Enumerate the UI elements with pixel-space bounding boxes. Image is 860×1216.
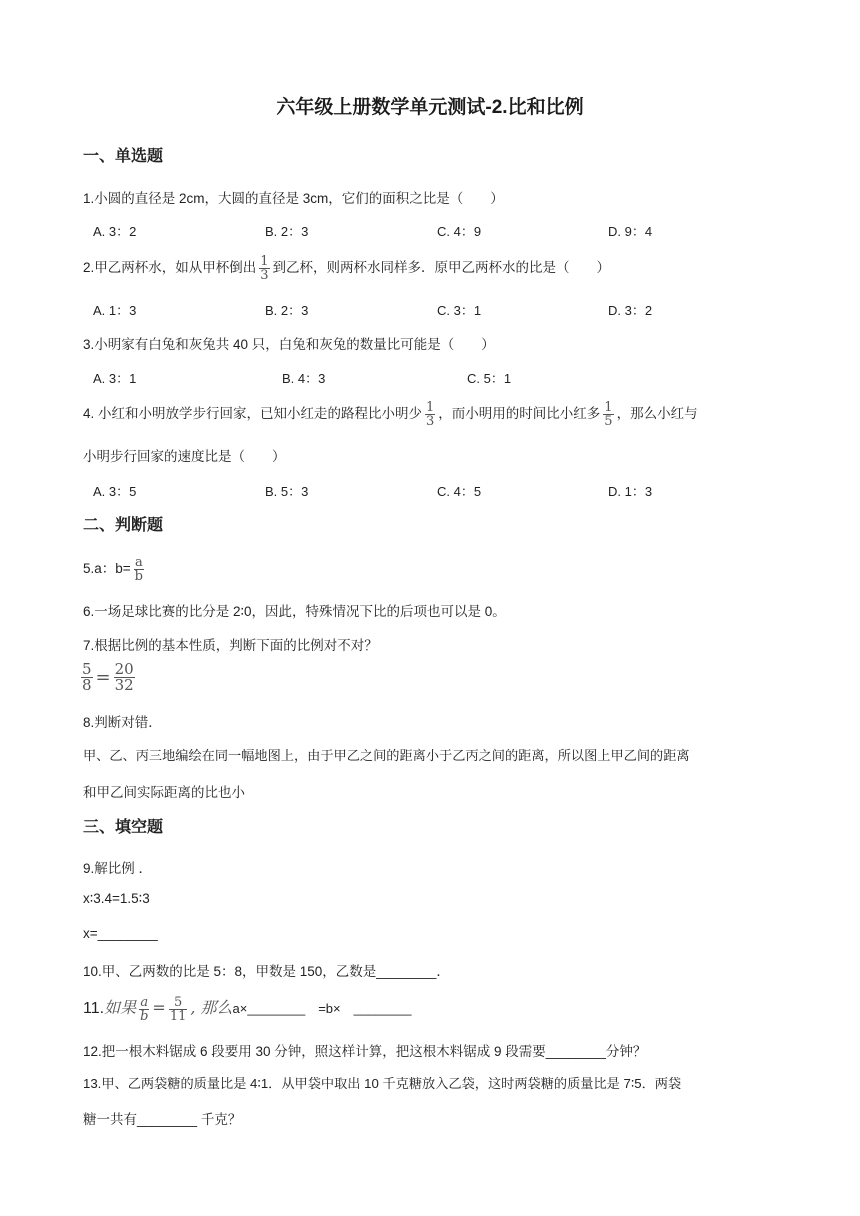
q4-text-mid: ，而小明用的时间比小红多 [438,406,601,421]
q2-option-b: B. 2：3 [265,303,309,318]
question-7: 7.根据比例的基本性质，判断下面的比例对不对？ [83,638,378,653]
question-11 [83,993,411,1024]
q11-frac1-numerator: a [140,994,149,1010]
q4-option-d: D. 1：3 [608,484,653,499]
question-5 [83,554,147,584]
section-heading-true-false: 二、判断题 [83,517,164,534]
q4-fraction-1 [425,401,435,428]
q4-frac2-numerator: 1 [604,399,613,415]
q11-fraction-2 [169,996,188,1023]
q3-option-c: C. 5：1 [467,371,512,386]
q11-frac2-denominator: 11 [169,1008,187,1024]
q11-number: 11. [83,1000,105,1017]
q2-fraction [259,255,269,282]
q11-ruguo: 如果 [104,998,137,1017]
question-2 [83,253,610,283]
q3-option-a: A. 3：1 [93,371,137,386]
q7-right-fraction [114,662,135,693]
question-8-line-2: 和甲乙间实际距离的比也小 [83,785,245,800]
question-10: 10.甲、乙两数的比是 5：8，甲数是 150，乙数是________． [83,964,450,979]
q4-fraction-2 [603,401,613,428]
q4-option-b: B. 5：3 [265,484,309,499]
question-9-answer: x=________ [83,926,158,941]
question-9: 9.解比例 ． [83,861,153,876]
q1-option-b: B. 2：3 [265,224,309,239]
q2-option-d: D. 3：2 [608,303,653,318]
q7-left-numerator: 5 [82,660,92,678]
q11-fraction-1 [139,996,149,1023]
q11-equals: = [152,998,166,1017]
q1-option-a: A. 3：2 [93,224,137,239]
q2-frac-denominator: 3 [260,267,269,283]
q11-name: , 那么 [190,998,233,1017]
question-13: 13.甲、乙两袋糖的质量比是 4∶1．从甲袋中取出 10 千克糖放入乙袋，这时两袋糖的质量比是 7∶5．两袋 [83,1076,682,1091]
q2-text-pre: 2.甲乙两杯水，如从甲杯倒出 [83,260,257,275]
question-12: 12.把一根木料锯成 6 段要用 30 分钟，照这样计算，把这根木料锯成 9 段需要________分钟？ [83,1044,647,1059]
page-title: 六年级上册数学单元测试-2.比和比例 [276,97,584,118]
question-13-line-2: 糖一共有________ 千克？ [83,1112,242,1127]
section-heading-fill-blank: 三、填空题 [83,819,164,836]
q1-option-c: C. 4：9 [437,224,482,239]
question-6: 6.一场足球比赛的比分是 2∶0，因此，特殊情况下比的后项也可以是 0。 [83,604,506,619]
question-4 [83,398,698,430]
q7-left-denominator: 8 [82,676,92,694]
q4-text-post: ，那么小红与 [616,406,698,421]
q11-tail: a×________ =b× ________ [232,1001,412,1016]
q11-frac1-denominator: b [140,1008,149,1024]
q7-right-denominator: 32 [114,676,134,694]
q7-equals: = [95,667,111,688]
question-8: 8.判断对错． [83,715,162,730]
q2-option-a: A. 1：3 [93,303,137,318]
q1-option-d: D. 9：4 [608,224,653,239]
q5-frac-denominator: b [134,568,143,584]
question-8-line-1: 甲、乙、丙三地编绘在同一幅地图上，由于甲乙之间的距离小于乙丙之间的距离，所以图上甲乙间的距离 [83,748,690,763]
q5-frac-numerator: a [134,554,143,570]
q2-text-post: 到乙杯，则两杯水同样多．原甲乙两杯水的比是（ ） [272,260,611,275]
question-3: 3.小明家有白兔和灰兔共 40 只，白兔和灰兔的数量比可能是（ ） [83,337,495,352]
q7-right-numerator: 20 [114,660,134,678]
q4-frac1-denominator: 3 [426,413,435,429]
q5-text: 5.a：b= [83,561,131,576]
section-heading-single-choice: 一、单选题 [83,148,164,165]
q4-frac2-denominator: 5 [604,413,613,429]
q2-option-c: C. 3：1 [437,303,482,318]
question-9-equation: x∶3.4=1.5∶3 [83,891,150,906]
q4-option-c: C. 4：5 [437,484,482,499]
q7-proportion [81,662,138,693]
question-1: 1.小圆的直径是 2cm，大圆的直径是 3cm，它们的面积之比是（ ） [83,191,504,206]
question-4-line-2: 小明步行回家的速度比是（ ） [83,449,286,464]
q4-option-a: A. 3：5 [93,484,137,499]
q7-left-fraction [81,662,93,693]
q3-option-b: B. 4：3 [282,371,326,386]
q4-frac1-numerator: 1 [426,399,435,415]
q4-text-pre: 4. 小红和小明放学步行回家，已知小红走的路程比小明少 [83,406,423,421]
q11-frac2-numerator: 5 [173,994,183,1010]
q5-fraction [134,556,144,583]
q2-frac-numerator: 1 [260,253,269,269]
